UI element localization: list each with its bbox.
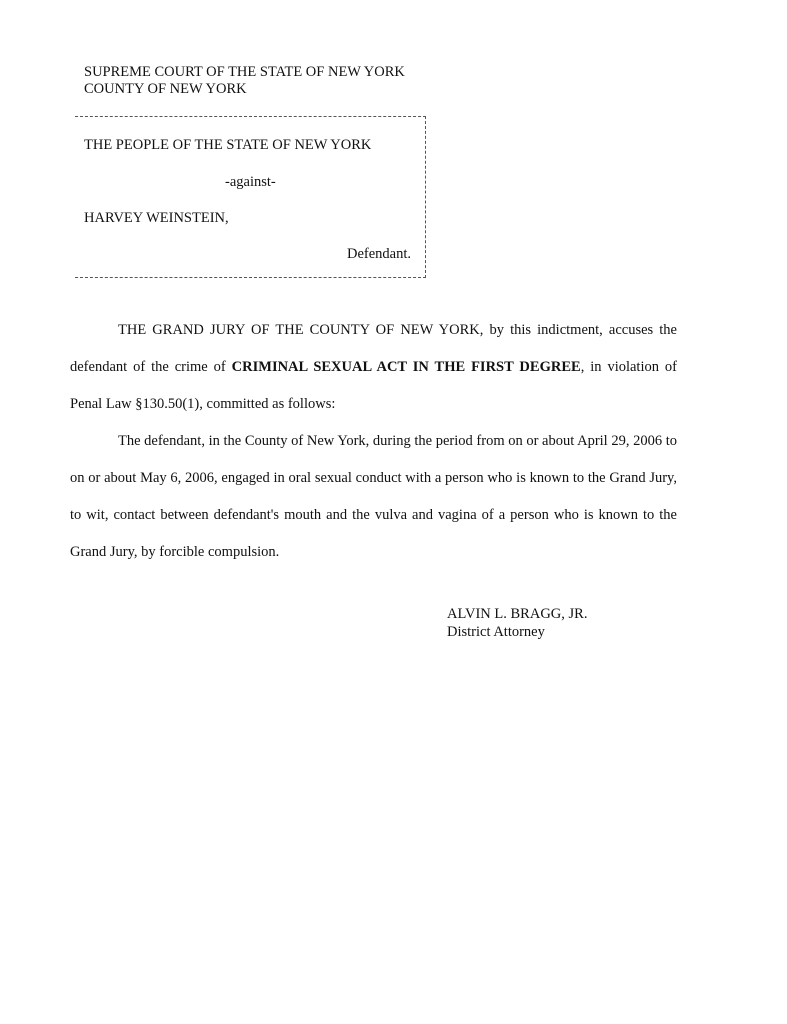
signatory-title: District Attorney: [447, 624, 545, 640]
defendant-name: HARVEY WEINSTEIN,: [84, 210, 229, 226]
case-caption-box: [75, 116, 426, 278]
against-label: -against-: [225, 174, 276, 190]
accusation-text-end: , in violation of Penal Law §130.50(1), committed as follows:: [70, 359, 677, 412]
indictment-body: [70, 312, 677, 571]
accusation-paragraph: [70, 312, 677, 423]
court-name: SUPREME COURT OF THE STATE OF NEW YORK: [84, 64, 405, 80]
plaintiff-name: THE PEOPLE OF THE STATE OF NEW YORK: [84, 137, 372, 153]
accusation-text-start: THE GRAND JURY OF THE COUNTY OF NEW YORK, by this indictment, accuses the defendant of the crime of: [70, 322, 677, 375]
signature-block: [447, 605, 587, 641]
county-name: COUNTY OF NEW YORK: [84, 81, 247, 97]
court-header: [84, 64, 405, 98]
defendant-role: Defendant.: [346, 246, 411, 262]
charge-name: CRIMINAL SEXUAL ACT IN THE FIRST DEGREE: [231, 359, 581, 375]
signatory-name: ALVIN L. BRAGG, JR.: [447, 606, 588, 622]
facts-paragraph: The defendant, in the County of New York, during the period from on or about April 29, 2006 to on or about May 6, 2006, engaged in oral sexual conduct with a person who is known to the Grand Jury, to wit, contact between defendant's mouth and the vulva and vagina of a person who is known to the Grand Jury, by forcible compulsion.: [70, 433, 677, 560]
